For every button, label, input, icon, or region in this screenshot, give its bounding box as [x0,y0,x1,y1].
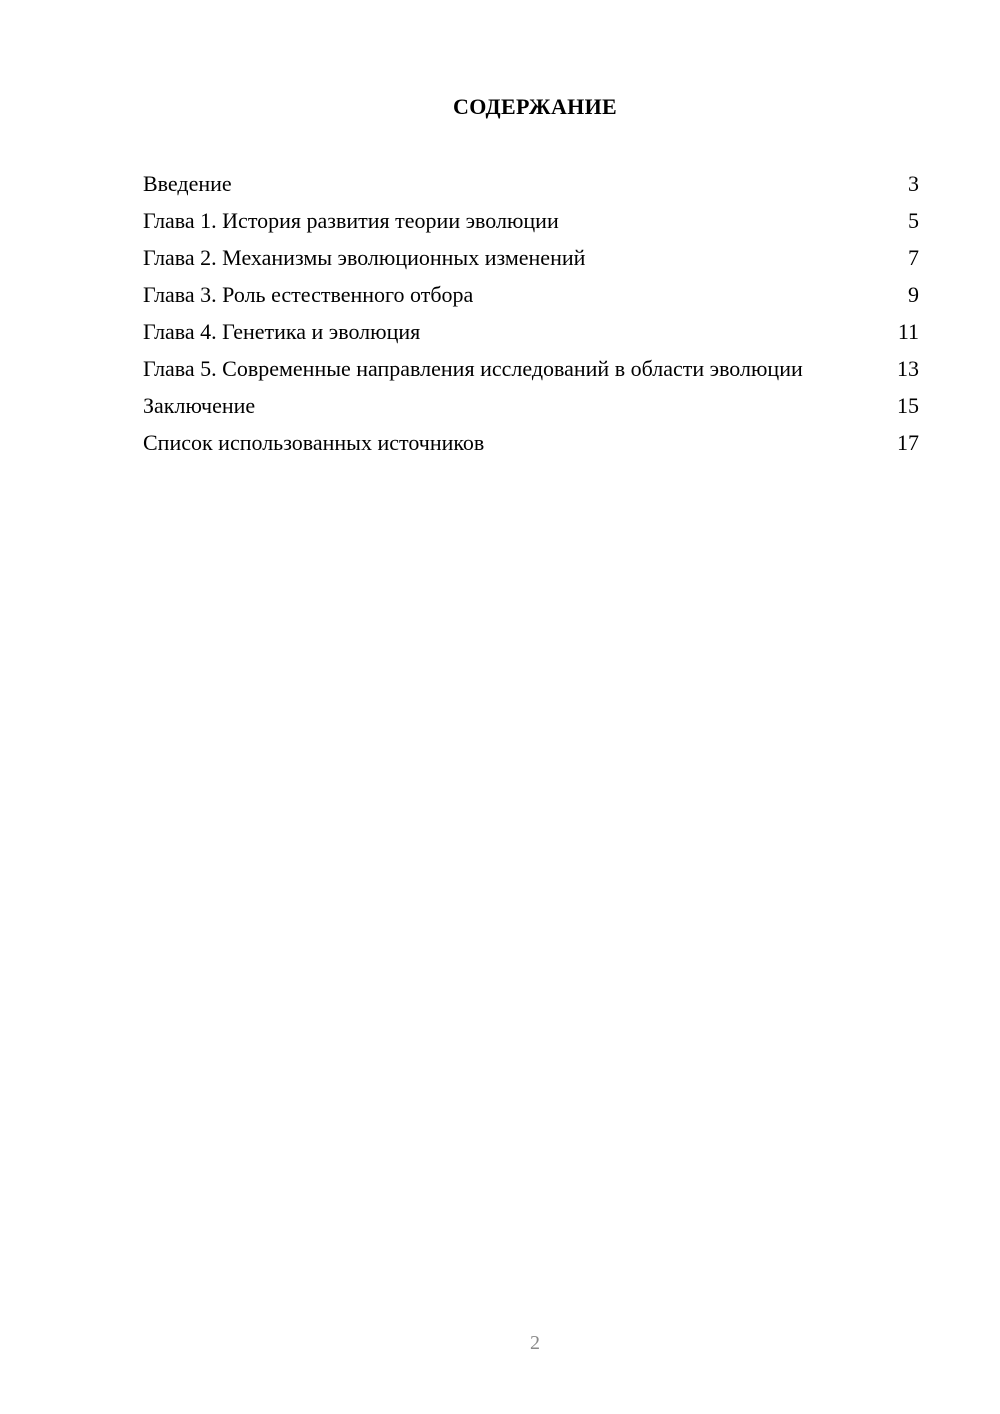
toc-item-chapter-2 [143,244,919,271]
toc-item-label: Глава 2. Механизмы эволюционных изменений [143,245,586,270]
toc-item-introduction [143,170,919,197]
toc-item-label: Введение [143,171,232,196]
toc-item-chapter-5 [143,355,919,382]
toc-item-page: 17 [897,430,919,455]
toc-item-chapter-1 [143,207,919,234]
toc-item-page: 15 [897,393,919,418]
toc-item-label: Заключение [143,393,256,418]
toc-item-page: 9 [908,282,919,307]
page-number: 2 [530,1332,540,1354]
toc-item-page: 3 [908,171,919,196]
toc-item-page: 7 [908,245,919,270]
toc-item-chapter-3 [143,281,919,308]
toc-item-page: 13 [897,356,919,381]
toc-item-label: Глава 5. Современные направления исследований в области эволюции [143,356,803,381]
toc-item-chapter-4 [143,318,919,345]
toc-item-conclusion [143,392,919,419]
toc-item-label: Глава 3. Роль естественного отбора [143,282,474,307]
page-title: СОДЕРЖАНИЕ [453,94,617,119]
toc-item-label: Глава 4. Генетика и эволюция [143,319,421,344]
toc-item-page: 11 [897,319,919,344]
toc-item-references [143,429,919,456]
toc-item-page: 5 [908,208,919,233]
toc-item-label: Список использованных источников [143,430,485,455]
toc-item-label: Глава 1. История развития теории эволюции [143,208,559,233]
table-of-contents [143,170,919,466]
